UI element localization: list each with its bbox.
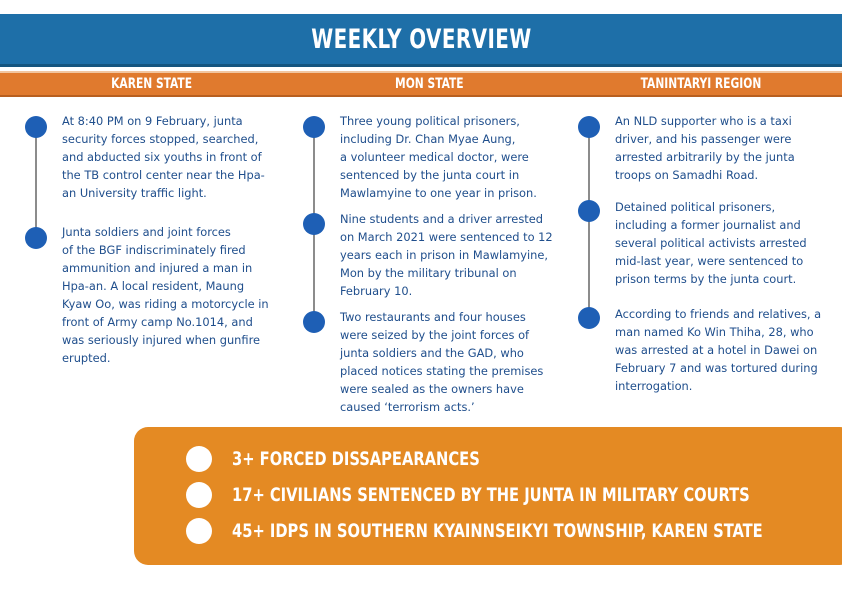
title-bar (0, 14, 842, 67)
stat-forced-disappearances: 3+ FORCED DISSAPEARANCES (232, 448, 480, 470)
stats-panel (134, 427, 842, 565)
bullet-dot (186, 446, 212, 472)
region-label-tanintaryi: TANINTARYI REGION (640, 76, 762, 92)
region-label-mon: MON STATE (395, 76, 464, 92)
stat-row (186, 481, 834, 509)
mon-entry-3: Two restaurants and four houses were seized by the joint forces of junta soldiers and the GAD, who placed notices stating the premises were sealed as the owners have caused ‘terrorism acts.’ (340, 310, 544, 414)
bullet-dot (186, 482, 212, 508)
timeline-dot (303, 311, 325, 333)
region-label-karen: KAREN STATE (111, 76, 193, 92)
tanintaryi-entry-1: An NLD supporter who is a taxi driver, and his passenger were arrested arbitrarily by the junta troops on Samadhi Road. (615, 114, 795, 182)
karen-entry-1: At 8:40 PM on 9 February, junta security forces stopped, searched, and abducted six youths in front of the TB control center near the Hpa- an University traffic light. (62, 114, 265, 200)
bullet-dot (186, 518, 212, 544)
tanintaryi-entry-3: According to friends and relatives, a man named Ko Win Thiha, 28, who was arrested at a hotel in Dawei on February 7 and was tortured during interrogation. (615, 307, 822, 393)
timeline-dot (25, 116, 47, 138)
stat-civilians-sentenced: 17+ CIVILIANS SENTENCED BY THE JUNTA IN MILITARY COURTS (232, 484, 750, 506)
timeline-dot (578, 200, 600, 222)
mon-entry-1: Three young political prisoners, including Dr. Chan Myae Aung, a volunteer medical doctor, were sentenced by the junta court in Mawlamyine to one year in prison. (340, 114, 537, 200)
karen-entry-2: Junta soldiers and joint forces of the BGF indiscriminately fired ammunition and injured a man in Hpa-an. A local resident, Maung Kyaw Oo, was riding a motorcycle in front of Army camp No.1014, and was seriously injured when gunfire erupted. (62, 225, 269, 365)
timeline-dot (578, 307, 600, 329)
timeline-dot (303, 116, 325, 138)
timeline-dot (25, 227, 47, 249)
mon-entry-2: Nine students and a driver arrested on March 2021 were sentenced to 12 years each in prison in Mawlamyine, Mon by the military tribunal on February 10. (340, 212, 553, 298)
stat-idps: 45+ IDPS IN SOUTHERN KYAINNSEIKYI TOWNSHIP, KAREN STATE (232, 520, 763, 542)
region-header-bar (0, 71, 842, 97)
stat-row (186, 517, 842, 545)
page-title: WEEKLY OVERVIEW (310, 23, 532, 55)
timeline-dot (578, 116, 600, 138)
timeline-line (35, 126, 37, 238)
tanintaryi-entry-2: Detained political prisoners, including a former journalist and several political activists arrested mid-last year, were sentenced to prison terms by the junta court. (615, 200, 807, 286)
timeline-line (588, 126, 590, 318)
timeline-dot (303, 213, 325, 235)
stat-row (186, 445, 520, 473)
